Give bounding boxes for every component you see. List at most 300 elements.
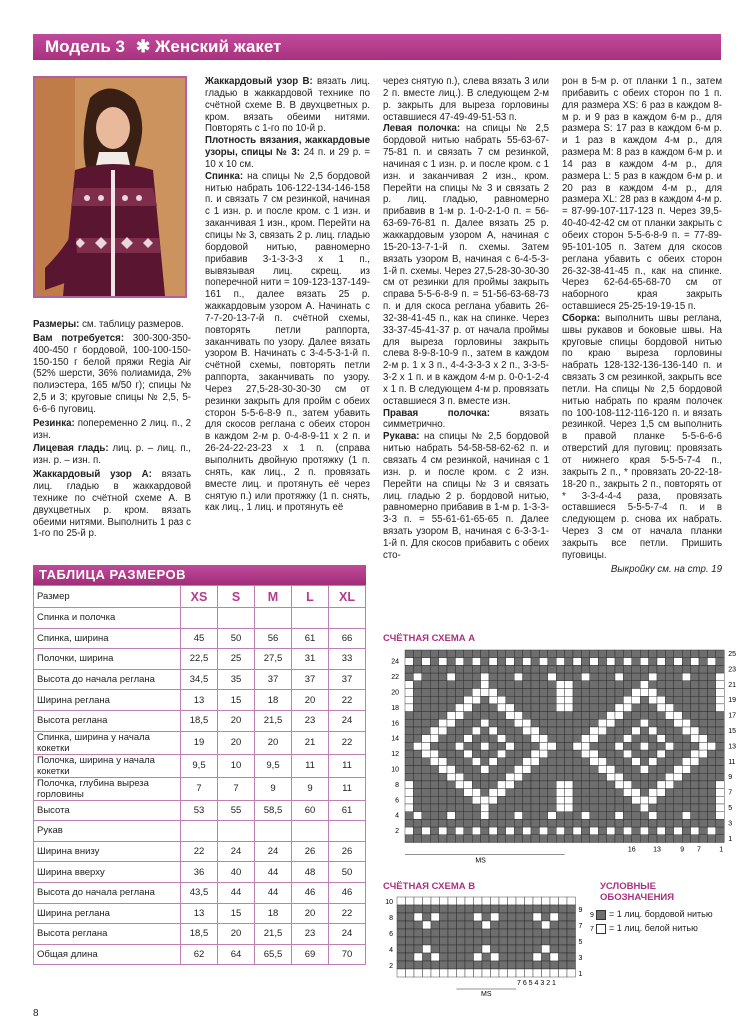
chart-a-cell: [691, 696, 699, 704]
chart-b-cell: [431, 921, 440, 929]
chart-a-cell: [489, 650, 497, 658]
chart-a-cell: [573, 789, 581, 797]
chart-a-cell: [455, 758, 463, 766]
size-col-0: XS: [181, 586, 218, 608]
chart-a-cell: [481, 835, 489, 843]
chart-b-cell: [508, 929, 517, 937]
chart-a-cell: [497, 789, 505, 797]
chart-a-cell: [430, 804, 438, 812]
chart-a-cell: [481, 704, 489, 712]
row-value: [292, 821, 329, 842]
chart-a-cell: [548, 796, 556, 804]
chart-a-cell: [523, 750, 531, 758]
chart-a-cell: [623, 758, 631, 766]
chart-a-cell: [623, 719, 631, 727]
chart-a-cell: [682, 835, 690, 843]
chart-b-cell: [491, 929, 500, 937]
chart-a-cell: [581, 665, 589, 673]
chart-a-cell: [716, 766, 724, 774]
chart-a-cell: [422, 696, 430, 704]
row-value: 24: [329, 710, 366, 731]
chart-b-cell: [457, 961, 466, 969]
chart-a-cell: [497, 704, 505, 712]
chart-a-cell: [413, 704, 421, 712]
row-value: 24: [218, 841, 255, 862]
chart-a-cell: [707, 658, 715, 666]
chart-a-cell: [489, 681, 497, 689]
chart-a-cell: [623, 835, 631, 843]
chart-a-cell: [413, 650, 421, 658]
chart-a-cell: [447, 665, 455, 673]
chart-a-cell: [548, 719, 556, 727]
chart-a-row-label: 12: [391, 751, 399, 759]
chart-a-cell: [472, 827, 480, 835]
chart-a-cell: [531, 696, 539, 704]
row-value: 9: [255, 777, 292, 800]
chart-a-cell: [472, 704, 480, 712]
chart-a-cell: [682, 689, 690, 697]
chart-a-cell: [405, 750, 413, 758]
chart-a-cell: [699, 689, 707, 697]
chart-a-cell: [539, 735, 547, 743]
chart-a-cell: [590, 658, 598, 666]
chart-a-cell: [439, 650, 447, 658]
chart-a-cell: [439, 681, 447, 689]
chart-b-cell: [457, 969, 466, 977]
chart-a-cell: [632, 773, 640, 781]
chart-a-cell: [699, 804, 707, 812]
chart-a-cell: [623, 789, 631, 797]
chart-a-cell: [514, 727, 522, 735]
chart-b-cell: [414, 961, 423, 969]
row-value: 21,5: [255, 924, 292, 945]
chart-b-cell: [465, 905, 474, 913]
chart-a-cell: [565, 835, 573, 843]
chart-a-cell: [682, 650, 690, 658]
chart-b-cell: [516, 945, 525, 953]
chart-a-cell: [548, 758, 556, 766]
chart-a-cell: [649, 719, 657, 727]
chart-b-cell: [525, 945, 534, 953]
chart-a-cell: [430, 712, 438, 720]
materials-label: Вам потребуется:: [33, 332, 125, 344]
chart-a-cell: [405, 796, 413, 804]
chart-a-cell: [716, 665, 724, 673]
chart-a-cell: [472, 819, 480, 827]
size-col-2: M: [255, 586, 292, 608]
chart-a-cell: [623, 658, 631, 666]
chart-a-cell: [716, 689, 724, 697]
chart-a-cell: [405, 712, 413, 720]
chart-a-cell: [439, 796, 447, 804]
row-value: 44: [218, 882, 255, 903]
chart-a-cell: [405, 766, 413, 774]
chart-a-cell: [590, 766, 598, 774]
chart-a-cell: [447, 696, 455, 704]
chart-a-cell: [523, 796, 531, 804]
row-value: 40: [218, 862, 255, 883]
chart-a-cell: [615, 742, 623, 750]
chart-a-cell: [523, 712, 531, 720]
light-stitch-swatch: [596, 924, 606, 934]
chart-a-cell: [674, 719, 682, 727]
chart-a-cell: [455, 658, 463, 666]
row-value: 46: [329, 882, 366, 903]
chart-a-cell: [506, 673, 514, 681]
chart-b-cell: [499, 897, 508, 905]
chart-a-cell: [430, 781, 438, 789]
chart-a-cell: [472, 727, 480, 735]
row-value: 35: [218, 669, 255, 690]
chart-b-cell: [550, 953, 559, 961]
column-4-text: [562, 76, 722, 575]
row-value: 20: [218, 924, 255, 945]
chart-a-cell: [439, 704, 447, 712]
chart-a-cell: [413, 758, 421, 766]
size-table: [33, 585, 366, 965]
chart-a-cell: [657, 750, 665, 758]
chart-a-cell: [607, 789, 615, 797]
chart-a-cell: [422, 781, 430, 789]
size-col-header: Размер: [34, 586, 181, 608]
chart-a-cell: [632, 681, 640, 689]
chart-b-row-label: 9: [578, 907, 583, 914]
chart-a-cell: [640, 689, 648, 697]
chart-a-cell: [497, 812, 505, 820]
chart-b-cell: [491, 913, 500, 921]
chart-b-cell: [516, 969, 525, 977]
chart-b-cell: [474, 953, 483, 961]
chart-a-cell: [447, 719, 455, 727]
chart-a-cell: [716, 704, 724, 712]
chart-b-cell: [482, 969, 491, 977]
legend-title-line1: УСЛОВНЫЕ: [600, 881, 656, 892]
row-label: Ширина реглана: [34, 903, 181, 924]
chart-a-cell: [716, 758, 724, 766]
chart-a-cell: [413, 719, 421, 727]
chart-a-cell: [464, 704, 472, 712]
chart-b-cell: [397, 945, 406, 953]
chart-a-cell: [523, 789, 531, 797]
chart-a-cell: [539, 681, 547, 689]
chart-b-cell: [559, 969, 568, 977]
chart-a-cell: [405, 650, 413, 658]
chart-a-cell: [640, 735, 648, 743]
stockinette-label: Лицевая гладь:: [33, 443, 109, 455]
chart-a-cell: [573, 673, 581, 681]
chart-a-cell: [531, 727, 539, 735]
chart-a-cell: [682, 781, 690, 789]
chart-b-cell: [525, 913, 534, 921]
chart-a-cell: [640, 789, 648, 797]
materials-text: 300-300-350-400-450 г бордовой, 100-100-150-150-150 г белой пряжи Regia Air (52% шерсти, 36% полиамида, 2% полиэстера, 165 м/50 г); спицы № 2,5 и 3; круговые спицы № 2,5, 5-6-6-6 пуговиц.: [33, 332, 191, 415]
chart-b-cell: [542, 945, 551, 953]
chart-b-cell: [533, 913, 542, 921]
chart-a-cell: [649, 735, 657, 743]
chart-b-cell: [516, 921, 525, 929]
chart-a-cell: [649, 658, 657, 666]
column-3-text: [383, 76, 549, 562]
chart-a-cell: [413, 789, 421, 797]
chart-a-cell: [430, 658, 438, 666]
chart-a-cell: [674, 742, 682, 750]
chart-a-cell: [573, 719, 581, 727]
chart-b-cell: [542, 921, 551, 929]
chart-a-cell: [548, 665, 556, 673]
chart-a-cell: [514, 827, 522, 835]
chart-a-cell: [565, 819, 573, 827]
chart-a-cell: [430, 773, 438, 781]
chart-a-cell: [707, 766, 715, 774]
chart-b-cell: [516, 905, 525, 913]
chart-a-cell: [699, 665, 707, 673]
chart-b-cell: [440, 961, 449, 969]
table-row: [34, 800, 366, 821]
row-value: [292, 608, 329, 629]
chart-a-cell: [691, 735, 699, 743]
chart-a-cell: [590, 735, 598, 743]
chart-a-cell: [539, 827, 547, 835]
chart-b-cell: [457, 929, 466, 937]
chart-b-cell: [440, 921, 449, 929]
chart-a-cell: [573, 735, 581, 743]
table-row: [34, 862, 366, 883]
chart-b-cell: [440, 969, 449, 977]
chart-a-cell: [464, 819, 472, 827]
chart-b-cell: [482, 961, 491, 969]
row-value: 15: [218, 690, 255, 711]
chart-a-cell: [531, 819, 539, 827]
chart-a-cell: [657, 835, 665, 843]
chart-b-cell: [525, 905, 534, 913]
chart-a-cell: [581, 712, 589, 720]
chart-a-row-label: 13: [728, 743, 736, 751]
chart-b-cell: [423, 921, 432, 929]
chart-a-cell: [455, 712, 463, 720]
chart-b-cell: [448, 969, 457, 977]
chart-a-cell: [682, 804, 690, 812]
row-value: 21,5: [255, 710, 292, 731]
chart-a-cell: [455, 835, 463, 843]
chart-a-cell: [523, 719, 531, 727]
chart-a-cell: [565, 789, 573, 797]
chart-a-cell: [464, 689, 472, 697]
chart-a-cell: [422, 789, 430, 797]
chart-a-cell: [497, 796, 505, 804]
chart-a-cell: [514, 712, 522, 720]
chart-a-cell: [523, 681, 531, 689]
chart-b-cell: [508, 953, 517, 961]
chart-a-cell: [405, 681, 413, 689]
chart-b-cell: [397, 897, 406, 905]
chart-a-cell: [565, 681, 573, 689]
chart-b-cell: [550, 913, 559, 921]
chart-b-cell: [550, 929, 559, 937]
chart-a-cell: [674, 658, 682, 666]
chart-a-cell: [556, 681, 564, 689]
chart-b-cell: [448, 905, 457, 913]
chart-a-cell: [464, 835, 472, 843]
chart-a-cell: [514, 804, 522, 812]
rib-label: Резинка:: [33, 417, 75, 429]
chart-a-cell: [657, 658, 665, 666]
chart-b-cell: [414, 929, 423, 937]
chart-a-cell: [699, 712, 707, 720]
chart-a-cell: [581, 835, 589, 843]
row-value: 7: [181, 777, 218, 800]
model-photo-illustration: [35, 78, 185, 296]
chart-a-cell: [632, 827, 640, 835]
chart-a-cell: [674, 735, 682, 743]
chart-a-cell: [447, 727, 455, 735]
chart-a-cell: [514, 835, 522, 843]
chart-a-cell: [455, 696, 463, 704]
chart-a-cell: [565, 773, 573, 781]
chart-a-cell: [497, 665, 505, 673]
row-value: 44: [255, 882, 292, 903]
chart-b-cell: [516, 937, 525, 945]
chart-a-cell: [632, 658, 640, 666]
chart-a-cell: [455, 742, 463, 750]
row-value: 62: [181, 944, 218, 965]
chart-a-cell: [472, 750, 480, 758]
chart-a-cell: [514, 781, 522, 789]
chart-b-cell: [406, 953, 415, 961]
chart-a-cell: [615, 719, 623, 727]
right-front-label: Правая полочка:: [383, 407, 491, 419]
chart-a-cell: [447, 673, 455, 681]
chart-a-cell: [573, 681, 581, 689]
chart-a-cell: [640, 804, 648, 812]
chart-a-cell: [699, 758, 707, 766]
chart-a-cell: [615, 689, 623, 697]
chart-a-cell: [439, 712, 447, 720]
chart-a-cell: [481, 750, 489, 758]
chart-a-cell: [422, 650, 430, 658]
chart-b-cell: [465, 921, 474, 929]
chart-a-cell: [464, 758, 472, 766]
chart-a-cell: [665, 735, 673, 743]
chart-a-row-label: 24: [391, 658, 399, 666]
row-value: 11: [329, 777, 366, 800]
chart-a-cell: [472, 758, 480, 766]
chart-a-cell: [699, 827, 707, 835]
table-row: [34, 903, 366, 924]
chart-a-cell: [674, 758, 682, 766]
chart-b-cell: [533, 897, 542, 905]
gauge-text: 24 п. и 29 р. = 10 х 10 см.: [205, 147, 370, 170]
chart-a-cell: [506, 704, 514, 712]
chart-a-cell: [682, 742, 690, 750]
chart-a-cell: [405, 758, 413, 766]
sleeves-continued-text: рон в 5-м р. от планки 1 п., затем прибавить с обеих сторон по 1 п. для размера XS: 6 раз в каждом 8-м р. и 9 раз в каждом 6-м р., для размера S: 17 раз в каждом 6-м р. и 1 раз в каждом 4-м р., для размера M: 8 раз в каждом 6-м р. и 14 раз в каждом 4-м р., для размера L: 5 раз в каждом 6-м р. и 20 раз в каждом 4-м р., для размера XL: 28 раз в каждом 4-м р. = 87-99-107-117-123 п. Через 39,5-40-40-42-42 см от планки закрыть с обеих сторон 5-5-6-8-9 п. = 77-89-95-101-105 п. Затем для скосов реглана убавить с обеих сторон 26-32-38-41-45 п., как на спинке. Через 62-64-65-68-70 см от наборного края закрыть оставшиеся 25-25-19-19-15 п.: [562, 76, 722, 313]
chart-a-cell: [657, 681, 665, 689]
chart-a-cell: [565, 781, 573, 789]
chart-a-cell: [699, 696, 707, 704]
chart-a-cell: [413, 689, 421, 697]
chart-a-cell: [691, 727, 699, 735]
chart-a-cell: [548, 689, 556, 697]
chart-a-cell: [640, 750, 648, 758]
chart-a-cell: [632, 735, 640, 743]
chart-a-cell: [413, 658, 421, 666]
chart-a-cell: [464, 766, 472, 774]
chart-a-cell: [405, 781, 413, 789]
chart-a-cell: [464, 681, 472, 689]
chart-a-cell: [649, 750, 657, 758]
chart-a-cell: [489, 712, 497, 720]
chart-a-cell: [665, 742, 673, 750]
chart-a-cell: [665, 665, 673, 673]
chart-a-cell: [590, 696, 598, 704]
chart-a-cell: [674, 673, 682, 681]
chart-b-row-label: 1: [578, 971, 583, 978]
chart-a-cell: [422, 819, 430, 827]
chart-a-cell: [649, 773, 657, 781]
row-value: 20: [292, 690, 329, 711]
chart-a-cell: [657, 696, 665, 704]
chart-a-cell: [665, 704, 673, 712]
chart-a-cell: [598, 681, 606, 689]
chart-b-cell: [474, 961, 483, 969]
chart-b-cell: [542, 905, 551, 913]
row-value: 64: [218, 944, 255, 965]
chart-b-cell: [567, 945, 576, 953]
chart-a-cell: [665, 773, 673, 781]
chart-b-cell: [423, 897, 432, 905]
chart-b-cell: [525, 937, 534, 945]
chart-a-cell: [691, 827, 699, 835]
chart-a-cell: [481, 781, 489, 789]
chart-a-cell: [657, 773, 665, 781]
chart-a-cell: [581, 812, 589, 820]
chart-a-cell: [632, 819, 640, 827]
chart-a-cell: [531, 804, 539, 812]
chart-a-cell: [439, 727, 447, 735]
row-value: 19: [181, 731, 218, 754]
chart-a-cell: [514, 742, 522, 750]
chart-a-cell: [405, 827, 413, 835]
chart-a-row-label: 4: [395, 812, 399, 820]
chart-a-cell: [497, 681, 505, 689]
chart-a-cell: [506, 835, 514, 843]
chart-a-cell: [548, 773, 556, 781]
chart-a-cell: [464, 696, 472, 704]
chart-a-cell: [590, 812, 598, 820]
chart-a-cell: [430, 766, 438, 774]
chart-a-cell: [464, 665, 472, 673]
chart-a-cell: [565, 719, 573, 727]
row-value: 37: [329, 669, 366, 690]
row-value: 69: [292, 944, 329, 965]
row-value: 50: [329, 862, 366, 883]
chart-b-cell: [499, 905, 508, 913]
chart-a-cell: [430, 704, 438, 712]
chart-a-cell: [413, 681, 421, 689]
chart-a-cell: [581, 727, 589, 735]
chart-a-cell: [573, 689, 581, 697]
chart-b-cell: [533, 929, 542, 937]
chart-a-cell: [716, 673, 724, 681]
chart-a-cell: [707, 665, 715, 673]
chart-a-cell: [413, 827, 421, 835]
chart-a-cell: [481, 758, 489, 766]
pattern-b-label: Жаккардовый узор В:: [205, 76, 313, 87]
chart-a-cell: [623, 796, 631, 804]
sizes-label: Размеры:: [33, 319, 80, 330]
chart-b-cell: [440, 945, 449, 953]
chart-b-cell: [482, 913, 491, 921]
